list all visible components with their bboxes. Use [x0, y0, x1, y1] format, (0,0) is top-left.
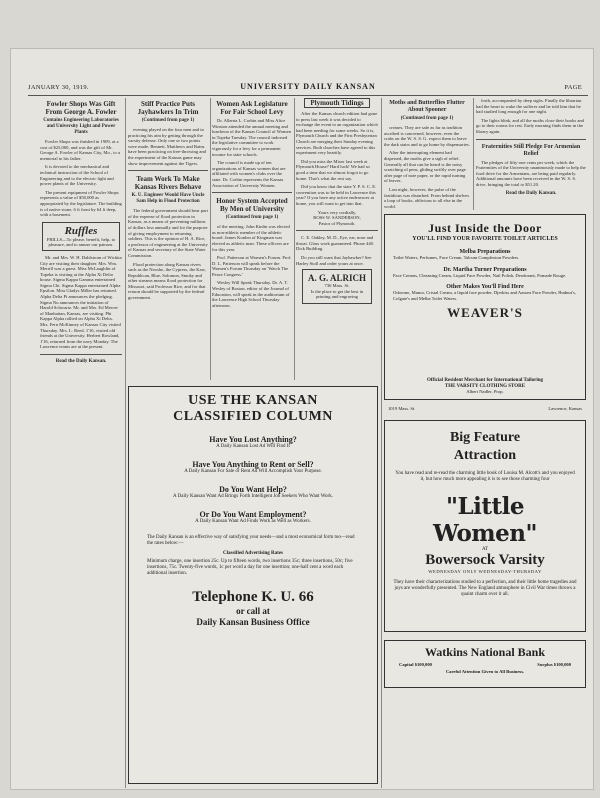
divider: [212, 192, 292, 193]
article-paragraph: evening played on the four men and in practicing his aim by getting through the varsity defense. Only one or two points were made. Bennett, Matthews and Rains have been practicing on free-throwing and the experiment of the Kansas game may show improvement against the Tigers.: [128, 127, 206, 166]
store-name: WEAVER'S: [447, 305, 523, 321]
column-1: [40, 98, 122, 798]
product-text: Toilet Waters, Perfumes, Face Cream, Talcum Complexion Powders.: [393, 255, 520, 260]
alrich-name: A. G. ALRICH: [307, 273, 366, 284]
article-headline: Women Ask Legislature For Fair School Levy: [216, 100, 288, 116]
product-heading: Dr. Martha Turner Preparations: [443, 266, 527, 273]
column-5: [384, 98, 470, 210]
at-label: AT: [481, 547, 489, 552]
classified-answer: A Daily Kansan Lost Ad Will Find It: [216, 444, 290, 449]
classified-question: Or Do You Want Employment?: [199, 510, 307, 519]
signature-block: [296, 210, 378, 227]
bank-surplus: Surplus $100,000: [537, 662, 571, 667]
weavers-ad-title: Just Inside the Door: [428, 221, 542, 235]
classified-answer: A Daily Kansan For Sale or Rent Ad Will Accomplish Your Purpose.: [184, 469, 322, 474]
continued-note: (Continued from page 1): [400, 116, 454, 121]
page-label: PAGE: [564, 84, 582, 91]
article-paragraph: Wesley Will Speak Thursday. Dr. A. T. Wesley of Boston, editor of the Journal of Education, will speak in the auditorium of the Lawrence High School Thursday afternoon.: [212, 280, 290, 308]
classified-question: Have You Anything to Rent or Sell?: [192, 460, 314, 469]
film-title: "Little Women": [433, 493, 537, 547]
classified-title-2: CLASSIFIED COLUMN: [173, 409, 333, 424]
masthead: [28, 82, 588, 96]
rates-heading: Classified Advertising Rates: [223, 551, 283, 556]
classified-answer: A Daily Kansan Want Ad Finds Work as Well as Workers.: [195, 519, 311, 524]
article-headline: Plymouth Tidings: [304, 98, 370, 108]
showing-days: WEDNESDAY ONLY WEDNESDAY-THURSDAY: [428, 569, 542, 574]
classified-answer: A Daily Kansan Want Ad Brings Forth Intelligent Job Seekers Who Want Work.: [173, 494, 333, 499]
weavers-ad: [384, 214, 586, 400]
article-headline: Stiff Practice Puts Jayhawkers In Trim: [137, 100, 199, 116]
continued-note: (Continued from page 1): [225, 215, 279, 221]
weavers-ad-subtitle: YOU'LL FIND YOUR FAVORITE TOILET ARTICLES: [412, 236, 558, 242]
watkins-bank-ad: [384, 640, 586, 688]
column-divider: [381, 98, 382, 788]
product-text: Odorono, Mumo, Cristal Cream, a liquid face powder, Djerkiss and Azurea Face Powder, Hudnut's, Colgate's and Melba Toilet Waters.: [393, 290, 576, 301]
column-divider: [210, 98, 211, 380]
divider: [128, 170, 208, 171]
article-headline: Team Work To Make Kansas Rivers Behave: [134, 175, 202, 192]
bank-tagline: Careful Attention Given to All Business.: [445, 669, 525, 674]
rates-text: Minimum charge, one insertion 25c. Up to fifteen words, two insertions 35c; three insertions, 50c; five insertions, 75c. Twenty-five words, 1c per word a day for one insertion; one-half cent a word each additional insertion.: [147, 559, 353, 576]
society-items: Mr. and Mrs. W. H. Dahlstrom of Wichita City are visiting their daughter. Mrs. Wm. Merrill was a guest. Miss McLaughlin of Topeka is visiting at the Alpha Xi Delta house. Sigma Kappa Gamma entertained Sigma Chi. Sigma Kappa entertained Alpha Epsilon. Miss Gladys Miller has returned. Alpha Delta Pi announces the pledging. Sigma Nu announces the initiation of Harold Schwartz. Mr. and Mrs. Ed Mercer of Manhattan, Kansas, are visiting. Phi Kappa Alpha rallied on Alpha Xi Delta. Mrs. Fern McKinney of Kansas City visited Thursday. Mrs. L. Reed, 1'16, visited old friends at the University. Herbert Rowland, 1'16, returned from the navy Monday. The Lawrence teams are at the present.: [40, 254, 122, 350]
kansan-classified-ad: [128, 386, 378, 784]
street-address: 1019 Mass. St.: [388, 406, 416, 411]
proprietor-line: Albert Nadler, Prop.: [466, 389, 504, 395]
column-2: [128, 98, 208, 378]
article-paragraph: The pledges of fifty-one cents per week, which the Fraternities of the University unanimously made to help the food drive for the Armenians, are being paid regularly. Additional amounts have been received in the W. S. S. drive, bringing the total to $51.20.: [476, 159, 586, 187]
call-line: or call at: [236, 606, 270, 616]
signature-line: Pastor of Plymouth.: [318, 220, 356, 226]
alrich-address: 736 Mass. St.: [324, 283, 350, 289]
article-paragraph: Did you know that the state Y. P. S. C. E. convention was to be held in Lawrence this year? If you have any active endeavorer at home, you will want to get into that.: [296, 184, 377, 206]
article-paragraph: Prof. Patterson at Women's Forum. Prof. D. L. Patterson will speak before the Women's Forum Thursday on 'Watch The Peace Congress.': [212, 255, 292, 277]
column-divider: [125, 98, 126, 788]
store-line: THE VARSITY CLOTHING STORE: [444, 383, 526, 389]
article-paragraph: Do you still want that Jayhawker? See Harley Stoll and order yours at once.: [296, 255, 372, 266]
article-paragraph: The federal government should bear part of the expense of flood protection in Kansas, as a means of preventing millions of dollars loss annually and for the purpose of giving employment to returning soldiers. This is the opinion of H. A. Rice, a professor of engineering at the University of Kansas and secretary of the State Water Commission.: [128, 208, 208, 258]
product-heading: Melba Preparations: [459, 249, 511, 255]
article-headline: Fraternities Still Pledge For Armenian Relief: [481, 143, 581, 157]
column-divider: [294, 98, 295, 380]
business-office-line: Daily Kansan Business Office: [196, 617, 310, 627]
article-paragraph: Dr. Alberta L. Corbin and Miss Alice Winston attended the annual meeting and luncheon of the Kansas Council of Women in Topeka Tuesday. The council indorsed the legislative committee to work vigorously for a levy for a permanent income for state schools.: [212, 118, 291, 157]
feature-text: You have read and re-read the charming little book of Louisa M. Alcott's and you enjoyed it, but how much more appealing it is to see those charming four: [395, 471, 575, 482]
bank-name: Watkins National Bank: [424, 645, 546, 659]
ruffles-title: Ruffles: [64, 224, 98, 237]
article-subheadline: Contains Engineering Laboratories and University Light and Power Plants: [43, 118, 119, 135]
classified-question: Have You Lost Anything?: [209, 435, 297, 444]
tailoring-line: Official Resident Merchant for International Tailoring: [426, 378, 544, 383]
classified-title-1: USE THE KANSAN: [188, 393, 318, 408]
alrich-tagline: Is the place to get the best in printing and engraving: [310, 288, 364, 300]
article-paragraph: After the Kansas church edition had gone to press last week it was decided to exchange the event to an organization which had been needing for some weeks. So it is, Plymouth Church and the First Presbyterian Church are merging their Sunday evening services. Both churches have agreed to this experiment very heartily.: [296, 111, 378, 156]
divider: [296, 230, 378, 231]
column-4: [296, 98, 378, 378]
article-paragraph: The council is made up of ten organizations of Kansas women that are affiliated with women's clubs over the state. Dr. Corbin represents the Kansas Association of University Women.: [212, 160, 286, 188]
divider: [40, 354, 122, 355]
product-text: Face Creams, Cleansing Cream, Liquid Face Powder, Nail Polish, Deodorant, Pomade Rouge.: [393, 272, 567, 278]
alrich-ad: [302, 269, 372, 304]
article-paragraph: of the meeting. John Kinlin was elected as non-athletic member of the athletic board. James Konlen of Kingman was elected as athletic man. These officers are for this year.: [212, 224, 290, 252]
varsity-clothing-block: [384, 378, 586, 395]
article-paragraph: forth, accompanied by deep sighs. Finally the librarian had the heart to wake the sufferer and he told him that he had studied long enough for one night.: [476, 98, 582, 115]
bank-capital: Capital $100,000: [399, 662, 432, 667]
column-3: [212, 98, 292, 378]
article-headline: Honor System Accepted By Men of University: [216, 197, 288, 214]
newspaper-name: UNIVERSITY DAILY KANSAN: [240, 82, 376, 91]
bowersock-varsity-ad: [384, 420, 586, 632]
article-paragraph: Fowler Shops was finished in 1909, at a cost of $25,000, and was the gift of Mr. George A. Fowler of Kansas City, Mo., to a memorial to his father.: [40, 139, 120, 161]
telephone-line: Telephone K. U. 66: [192, 589, 314, 605]
issue-date: JANUARY 30, 1919.: [28, 84, 89, 91]
theater-name: Bowersock Varsity: [425, 552, 545, 568]
classified-body: The Daily Kansan is an effective way of satisfying your needs—and a most economical form too—read the rates below:—: [147, 535, 355, 546]
address-line: [384, 404, 586, 414]
article-paragraph: It is devoted to the mechanical and technical instruction of the School of Engineering and to the electric light and power plants of the University.: [40, 164, 114, 187]
feature-description: They have their characterizations studied to a perfection, and their little home tragedies and joys are wonderfully presented. The New England atmosphere in Civil War times throws a quaint charm over it all.: [393, 580, 577, 597]
article-headline: Fowler Shops Was Gift From George A. Fowler: [45, 100, 117, 116]
feature-title-2: Attraction: [453, 448, 517, 463]
read-kansan-note: Read the Daily Kansan.: [55, 359, 107, 364]
city-address: Lawrence, Kansas: [548, 406, 582, 411]
signature-line: ROSS W. SANDERSON,: [313, 215, 361, 221]
read-kansan-note: Read the Daily Kansan.: [505, 190, 557, 196]
classified-question: Do You Want Help?: [219, 485, 287, 494]
article-paragraph: Did you miss the Mixer last week at Plymouth House? Hard luck! We had so good a time that we almost forgot to go home. That's what the rest say.: [296, 158, 370, 181]
article-paragraph: C. E. Oakley, M. D., Eye, ear, nose and throat. Glass work guaranteed. Phone 440. Dick Building.: [296, 235, 375, 252]
article-paragraph: Last night, however, the pulse of the fastidious was disturbed. From behind shelves a loop of books, oblivious to all else in the world.: [384, 186, 469, 209]
column-divider: [473, 98, 474, 210]
article-subheadline: K. U. Engineer Would Have Uncle Sam Help in Flood Protection: [131, 193, 205, 205]
ruffles-box: [42, 222, 120, 251]
signature-line: Yours very cordially,: [317, 209, 357, 215]
product-heading: Other Makes You'll Find Here: [446, 284, 524, 291]
column-6: [476, 98, 586, 210]
article-paragraph: The present equipment of Fowler Shops represents a value of $50,000 as appropriated by the legislature. The building is of native stone, 6 ft front by 64 ft deep, with a basement.: [40, 189, 122, 218]
article-paragraph: After the interrupting element had dispersed, the moths give a sigh of relief. Generally all that can be heard is the noisy scratching of pens, gliding swiftly over page after page of note paper, or the rapid turning of leaves.: [384, 150, 466, 184]
article-headline: Moths and Butterflies Flutter About Spooner: [389, 100, 465, 113]
article-paragraph: Flood protection along Kansas rivers such as the Neosho, the Cypress, the Kaw, Republican, Blue, Solomon, Smoky and other streams means flood protection for Missouri, said Professor Rice, and for that reason should be supported by the federal government.: [128, 261, 206, 301]
feature-title-1: Big Feature: [449, 430, 521, 445]
ruffles-text: FRILLS—To please, benefit, help, to pleasure, and to amuse our patrons.: [46, 236, 116, 248]
divider: [476, 139, 586, 140]
article-paragraph: The lights blink, and all the moths close their books and go to their rooms for rest. Early morning finds them in the library again.: [476, 117, 584, 134]
article-paragraph: creases. They are safe as far as tradition ascribed is concerned, however, even the crabs on the W. S. S. G. expect them to leave the dark stairs and to go home by dispensaries.: [384, 125, 470, 147]
bank-figures: [389, 660, 581, 669]
continued-note: (Continued from page 1): [141, 118, 195, 123]
